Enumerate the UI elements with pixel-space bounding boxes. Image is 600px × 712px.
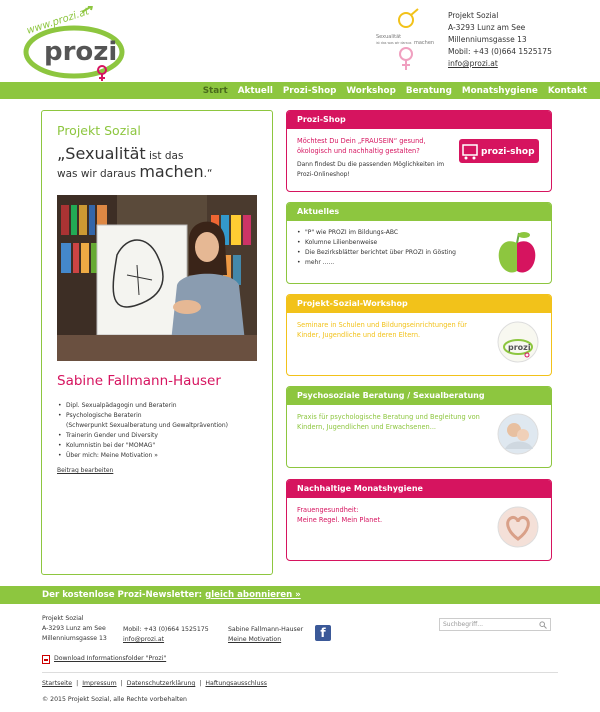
logo-word: prozi xyxy=(44,37,118,67)
cv-item: • Psychologische Beraterin xyxy=(57,411,262,421)
footer-person: Sabine Fallmann-Hauser Meine Motivation xyxy=(228,626,304,643)
workshop-logo-icon xyxy=(497,321,539,363)
heart-hands-icon xyxy=(497,506,539,548)
pdf-download[interactable] xyxy=(42,654,166,664)
intro-quote: „Sexualität ist das was wir daraus machen.“ xyxy=(57,144,213,181)
beratung-text: Praxis für psychologische Beratung und Begleitung von Kindern, Jugendlichen und Erwachsenen... xyxy=(297,413,480,431)
search-input[interactable]: Suchbegriff... xyxy=(439,618,551,631)
news-item[interactable]: • "P" wie PROZI im Bildungs-ABC xyxy=(297,228,541,238)
logo-url: www.prozi.at xyxy=(25,6,91,37)
news-item[interactable]: • Kolumne Lilienbenweise xyxy=(297,238,541,248)
facebook-icon[interactable]: f xyxy=(315,625,331,641)
footer-link-impressum[interactable]: Impressum xyxy=(82,680,117,687)
nav-item-beratung[interactable]: Beratung xyxy=(405,85,452,96)
contact-phone: Mobil: +43 (0)664 1525175 xyxy=(448,47,552,56)
shop-sub-text: Dann findest Du die passenden Möglichkeiten im Prozi-Onlineshop! xyxy=(297,161,445,178)
copyright: © 2015 Projekt Sozial, alle Rechte vorbehalten xyxy=(42,696,187,703)
footer-motivation-link[interactable]: Meine Motivation xyxy=(228,636,282,643)
card-workshop-title[interactable]: Projekt-Sozial-Workshop xyxy=(287,295,551,313)
monatshygiene-text2: Meine Regel. Mein Planet. xyxy=(297,516,383,524)
cv-item: • Trainerin Gender und Diversity xyxy=(57,431,262,441)
apple-icon xyxy=(495,229,539,277)
footer-contact: Mobil: +43 (0)664 1525175 info@prozi.at xyxy=(123,626,209,643)
header xyxy=(0,0,600,82)
svg-text:Sexualität: Sexualität xyxy=(376,34,402,40)
nav-item-kontakt[interactable]: Kontakt xyxy=(547,85,587,96)
pdf-icon xyxy=(42,655,50,664)
footer-link-datenschutz[interactable]: Datenschutzerklärung xyxy=(126,680,196,687)
card-monatshygiene-title[interactable]: Nachhaltige Monatshygiene xyxy=(287,480,551,498)
shop-lead-text: Möchtest Du Dein „FRAUSEIN“ gesund, ökologisch und nachhaltig gestalten? xyxy=(297,137,426,155)
footer-link-startseite[interactable]: Startseite xyxy=(42,680,73,687)
workshop-text: Seminare in Schulen und Bildungseinrichtungen für Kinder, Jugendliche und deren Eltern. xyxy=(297,321,467,339)
card-workshop xyxy=(286,294,552,376)
edit-post-link[interactable]: Beitrag bearbeiten xyxy=(57,467,114,474)
footer xyxy=(0,604,600,712)
portrait-photo xyxy=(57,195,257,361)
person-name: Sabine Fallmann-Hauser xyxy=(57,373,221,389)
card-aktuelles xyxy=(286,202,552,284)
contact-email-link[interactable]: info@prozi.at xyxy=(448,59,498,68)
cv-item: • Dipl. Sexualpädagogin und Beraterin xyxy=(57,401,262,411)
sexualitaet-tagline-graphic xyxy=(374,8,438,72)
prozi-shop-button[interactable] xyxy=(459,139,539,163)
intro-card xyxy=(41,110,273,575)
footer-email-link[interactable]: info@prozi.at xyxy=(123,636,165,643)
newsletter-text: Der kostenlose Prozi-Newsletter: xyxy=(42,590,206,600)
search-icon[interactable] xyxy=(539,621,547,629)
card-prozi-shop-title[interactable]: Prozi-Shop xyxy=(287,111,551,129)
main-nav xyxy=(0,82,600,99)
prozi-logo[interactable] xyxy=(22,6,130,82)
svg-text:machen: machen xyxy=(414,40,435,46)
intro-title: Projekt Sozial xyxy=(57,123,141,138)
nav-item-monatshygiene[interactable]: Monatshygiene xyxy=(461,85,538,96)
card-beratung-title[interactable]: Psychosoziale Beratung / Sexualberatung xyxy=(287,387,551,405)
nav-item-prozi-shop[interactable]: Prozi-Shop xyxy=(282,85,337,96)
footer-address: Projekt Sozial A-3293 Lunz am See Millenniumsgasse 13 xyxy=(42,615,107,642)
contact-org: Projekt Sozial xyxy=(448,11,499,20)
news-more-link[interactable]: • mehr ...... xyxy=(297,258,541,268)
footer-links: Startseite | Impressum | Datenschutzerklärung | Haftungsausschluss xyxy=(42,680,267,687)
card-monatshygiene xyxy=(286,479,552,561)
svg-text:prozi: prozi xyxy=(508,343,531,352)
footer-divider xyxy=(42,672,558,673)
news-item[interactable]: • Die Bezirksblätter berichtet über PROZI in Gösting xyxy=(297,248,541,258)
svg-text:ist das was wir daraus: ist das was wir daraus xyxy=(376,41,412,45)
beratung-photo-icon xyxy=(497,413,539,455)
nav-item-start[interactable]: Start xyxy=(202,85,228,96)
footer-link-haftung[interactable]: Haftungsausschluss xyxy=(205,680,267,687)
cv-list xyxy=(57,401,262,461)
nav-item-aktuell[interactable]: Aktuell xyxy=(237,85,273,96)
card-beratung xyxy=(286,386,552,468)
cv-item-sub: (Schwerpunkt Sexualberatung und Gewaltprävention) xyxy=(66,422,228,429)
cv-item: • Kolumnistin bei der "MOMAG" xyxy=(57,441,262,451)
card-aktuelles-title[interactable]: Aktuelles xyxy=(287,203,551,221)
contact-address1: A-3293 Lunz am See xyxy=(448,23,526,32)
newsletter-bar xyxy=(0,586,600,604)
contact-address2: Millenniumsgasse 13 xyxy=(448,35,527,44)
svg-text:prozi-shop: prozi-shop xyxy=(481,147,535,157)
newsletter-subscribe-link[interactable]: gleich abonnieren » xyxy=(205,590,301,600)
pdf-download-link[interactable]: Download Informationsfolder "Prozi" xyxy=(54,655,167,662)
card-prozi-shop xyxy=(286,110,552,192)
cv-motivation-link[interactable]: • Über mich: Meine Motivation » xyxy=(57,451,262,461)
nav-item-workshop[interactable]: Workshop xyxy=(346,85,396,96)
monatshygiene-text1: Frauengesundheit: xyxy=(297,506,359,514)
header-contact xyxy=(448,10,552,70)
